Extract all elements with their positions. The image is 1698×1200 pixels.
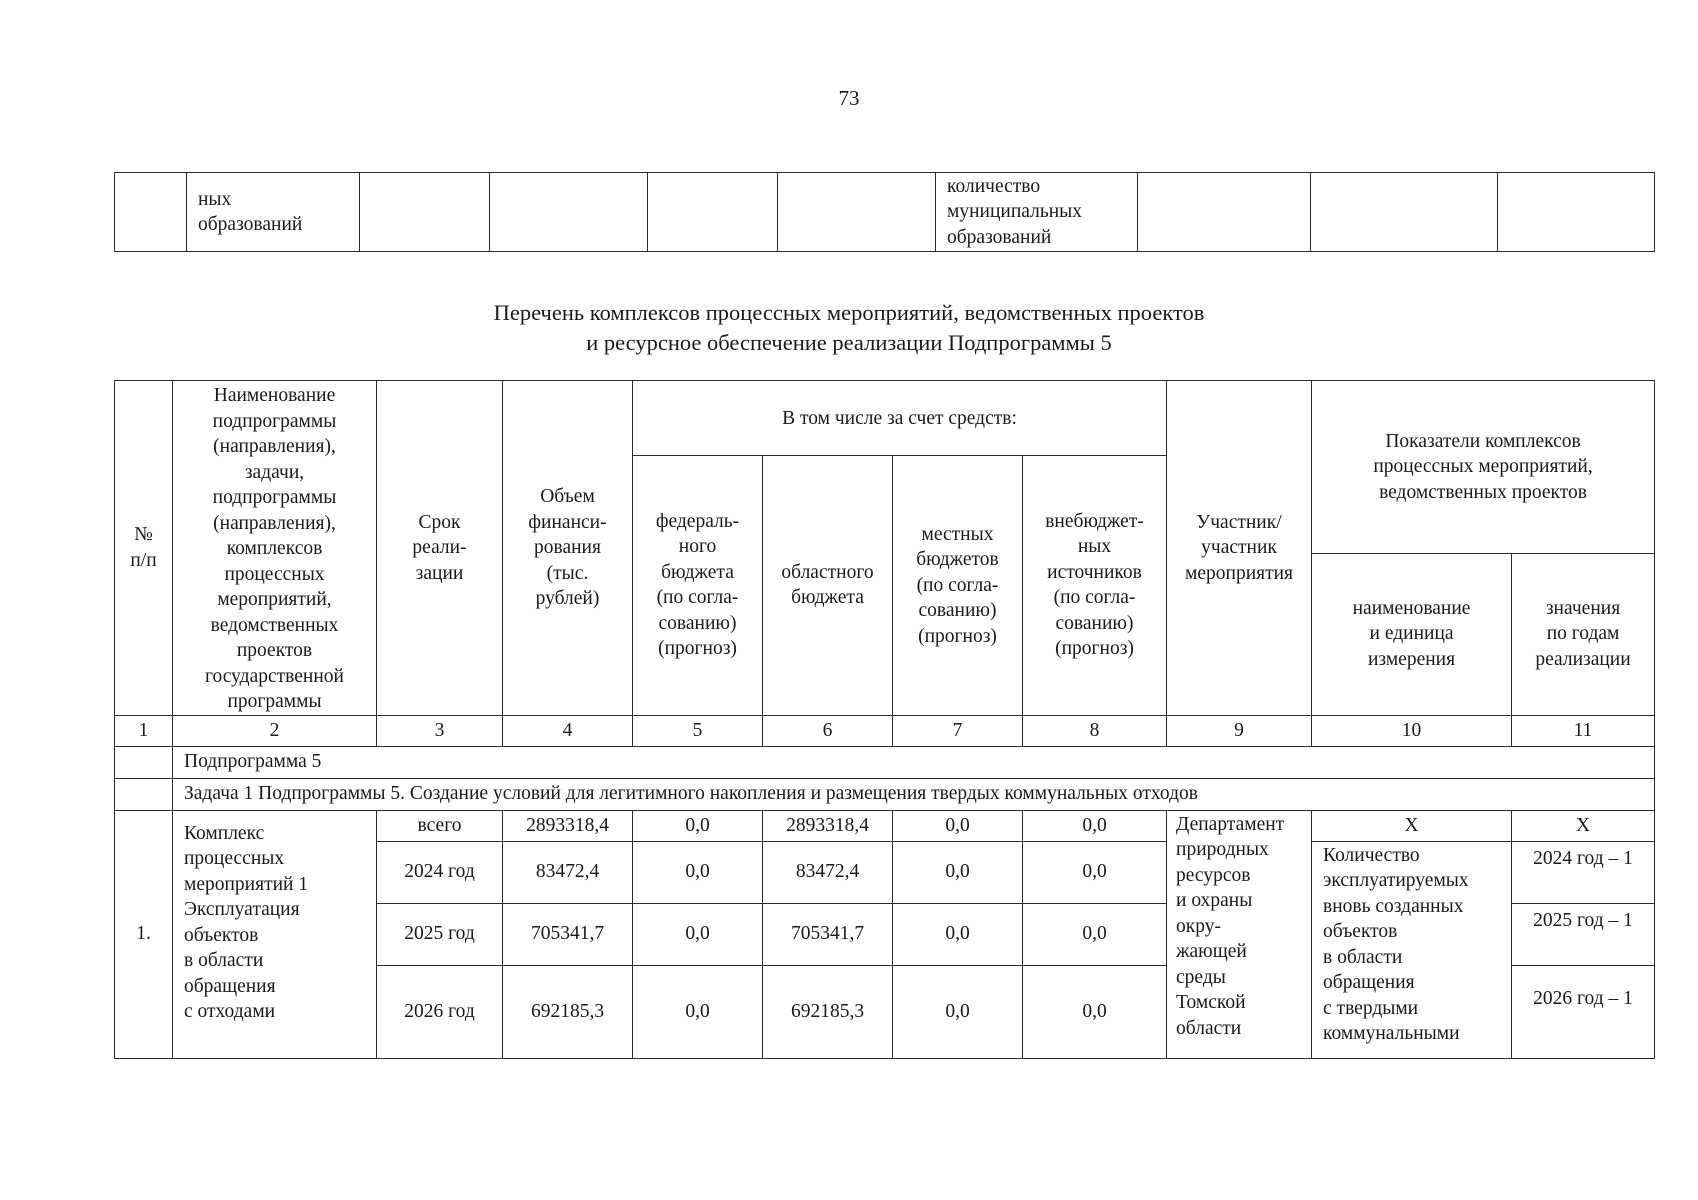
cell [1138, 173, 1311, 252]
cell [1498, 173, 1655, 252]
column-number: 5 [633, 715, 763, 746]
header-local: местных бюджетов (по согла- сованию) (прогноз) [893, 456, 1023, 716]
subprogram-row [115, 746, 1655, 778]
empty-cell [115, 778, 173, 810]
extra: 0,0 [1023, 810, 1167, 841]
local: 0,0 [893, 903, 1023, 965]
local: 0,0 [893, 965, 1023, 1058]
term: 2025 год [377, 903, 503, 965]
federal: 0,0 [633, 841, 763, 903]
local: 0,0 [893, 841, 1023, 903]
header-indicators: Показатели комплексов процессных мероприятий, ведомственных проектов [1312, 381, 1655, 554]
header-indicator-name: наименование и единица измерения [1312, 553, 1512, 715]
extra: 0,0 [1023, 965, 1167, 1058]
volume: 705341,7 [503, 903, 633, 965]
volume: 692185,3 [503, 965, 633, 1058]
indicator-value: 2026 год – 1 [1512, 965, 1655, 1058]
header-extra: внебюджет- ных источников (по согла- сованию) (прогноз) [1023, 456, 1167, 716]
header-row-1 [115, 381, 1655, 456]
indicator-values-header: X [1512, 810, 1655, 841]
cell [360, 173, 490, 252]
cell: количество муниципальных образований [936, 173, 1138, 252]
cell [490, 173, 648, 252]
extra: 0,0 [1023, 841, 1167, 903]
task-title: Задача 1 Подпрограммы 5. Создание условий для легитимного накопления и размещения твердых коммунальных отходов [173, 778, 1655, 810]
regional: 705341,7 [763, 903, 893, 965]
indicator-value: 2024 год – 1 [1512, 841, 1655, 903]
term: всего [377, 810, 503, 841]
cell [648, 173, 778, 252]
header-term: Срок реали- зации [377, 381, 503, 716]
header-volume: Объем финанси- рования (тыс. рублей) [503, 381, 633, 716]
extra: 0,0 [1023, 903, 1167, 965]
federal: 0,0 [633, 965, 763, 1058]
item-name: Комплекс процессных мероприятий 1 Эксплуатация объектов в области обращения с отходами [173, 810, 377, 1058]
header-name: Наименование подпрограммы (направления), задачи, подпрограммы (направления), комплексов процессных мероприятий, ведомственных проектов государственной программы [173, 381, 377, 716]
regional: 83472,4 [763, 841, 893, 903]
column-number: 3 [377, 715, 503, 746]
column-number: 7 [893, 715, 1023, 746]
item-participant: Департамент природных ресурсов и охраны окру- жающей среды Томской области [1167, 810, 1312, 1058]
item-num: 1. [115, 810, 173, 1058]
regional: 2893318,4 [763, 810, 893, 841]
column-numbers-row [115, 715, 1655, 746]
volume: 2893318,4 [503, 810, 633, 841]
cell [115, 173, 187, 252]
column-number: 1 [115, 715, 173, 746]
column-number: 4 [503, 715, 633, 746]
continued-table [114, 172, 1655, 252]
column-number: 11 [1512, 715, 1655, 746]
column-number: 6 [763, 715, 893, 746]
header-indicator-values: значения по годам реализации [1512, 553, 1655, 715]
indicator-name-header: X [1312, 810, 1512, 841]
column-number: 10 [1312, 715, 1512, 746]
header-including: В том числе за счет средств: [633, 381, 1167, 456]
term: 2026 год [377, 965, 503, 1058]
page-number: 73 [838, 86, 860, 110]
continued-table-row [115, 173, 1655, 252]
federal: 0,0 [633, 810, 763, 841]
column-number: 8 [1023, 715, 1167, 746]
header-participant: Участник/ участник мероприятия [1167, 381, 1312, 716]
item-row-total [115, 810, 1655, 841]
cell [778, 173, 936, 252]
subprogram-title: Подпрограмма 5 [173, 746, 1655, 778]
resource-table [114, 380, 1655, 1059]
header-num: № п/п [115, 381, 173, 716]
volume: 83472,4 [503, 841, 633, 903]
header-regional: областного бюджета [763, 456, 893, 716]
task-row [115, 778, 1655, 810]
term: 2024 год [377, 841, 503, 903]
empty-cell [115, 746, 173, 778]
cell: ных образований [187, 173, 360, 252]
indicator-name: Количество эксплуатируемых вновь созданных объектов в области обращения с твердыми коммунальными [1312, 841, 1512, 1058]
cell [1311, 173, 1498, 252]
section-title-line-2: и ресурсное обеспечение реализации Подпрограммы 5 [586, 330, 1112, 355]
local: 0,0 [893, 810, 1023, 841]
column-number: 2 [173, 715, 377, 746]
column-number: 9 [1167, 715, 1312, 746]
section-title-line-1: Перечень комплексов процессных мероприятий, ведомственных проектов [493, 300, 1205, 325]
indicator-value: 2025 год – 1 [1512, 903, 1655, 965]
header-federal: федераль- ного бюджета (по согла- сованию) (прогноз) [633, 456, 763, 716]
regional: 692185,3 [763, 965, 893, 1058]
federal: 0,0 [633, 903, 763, 965]
